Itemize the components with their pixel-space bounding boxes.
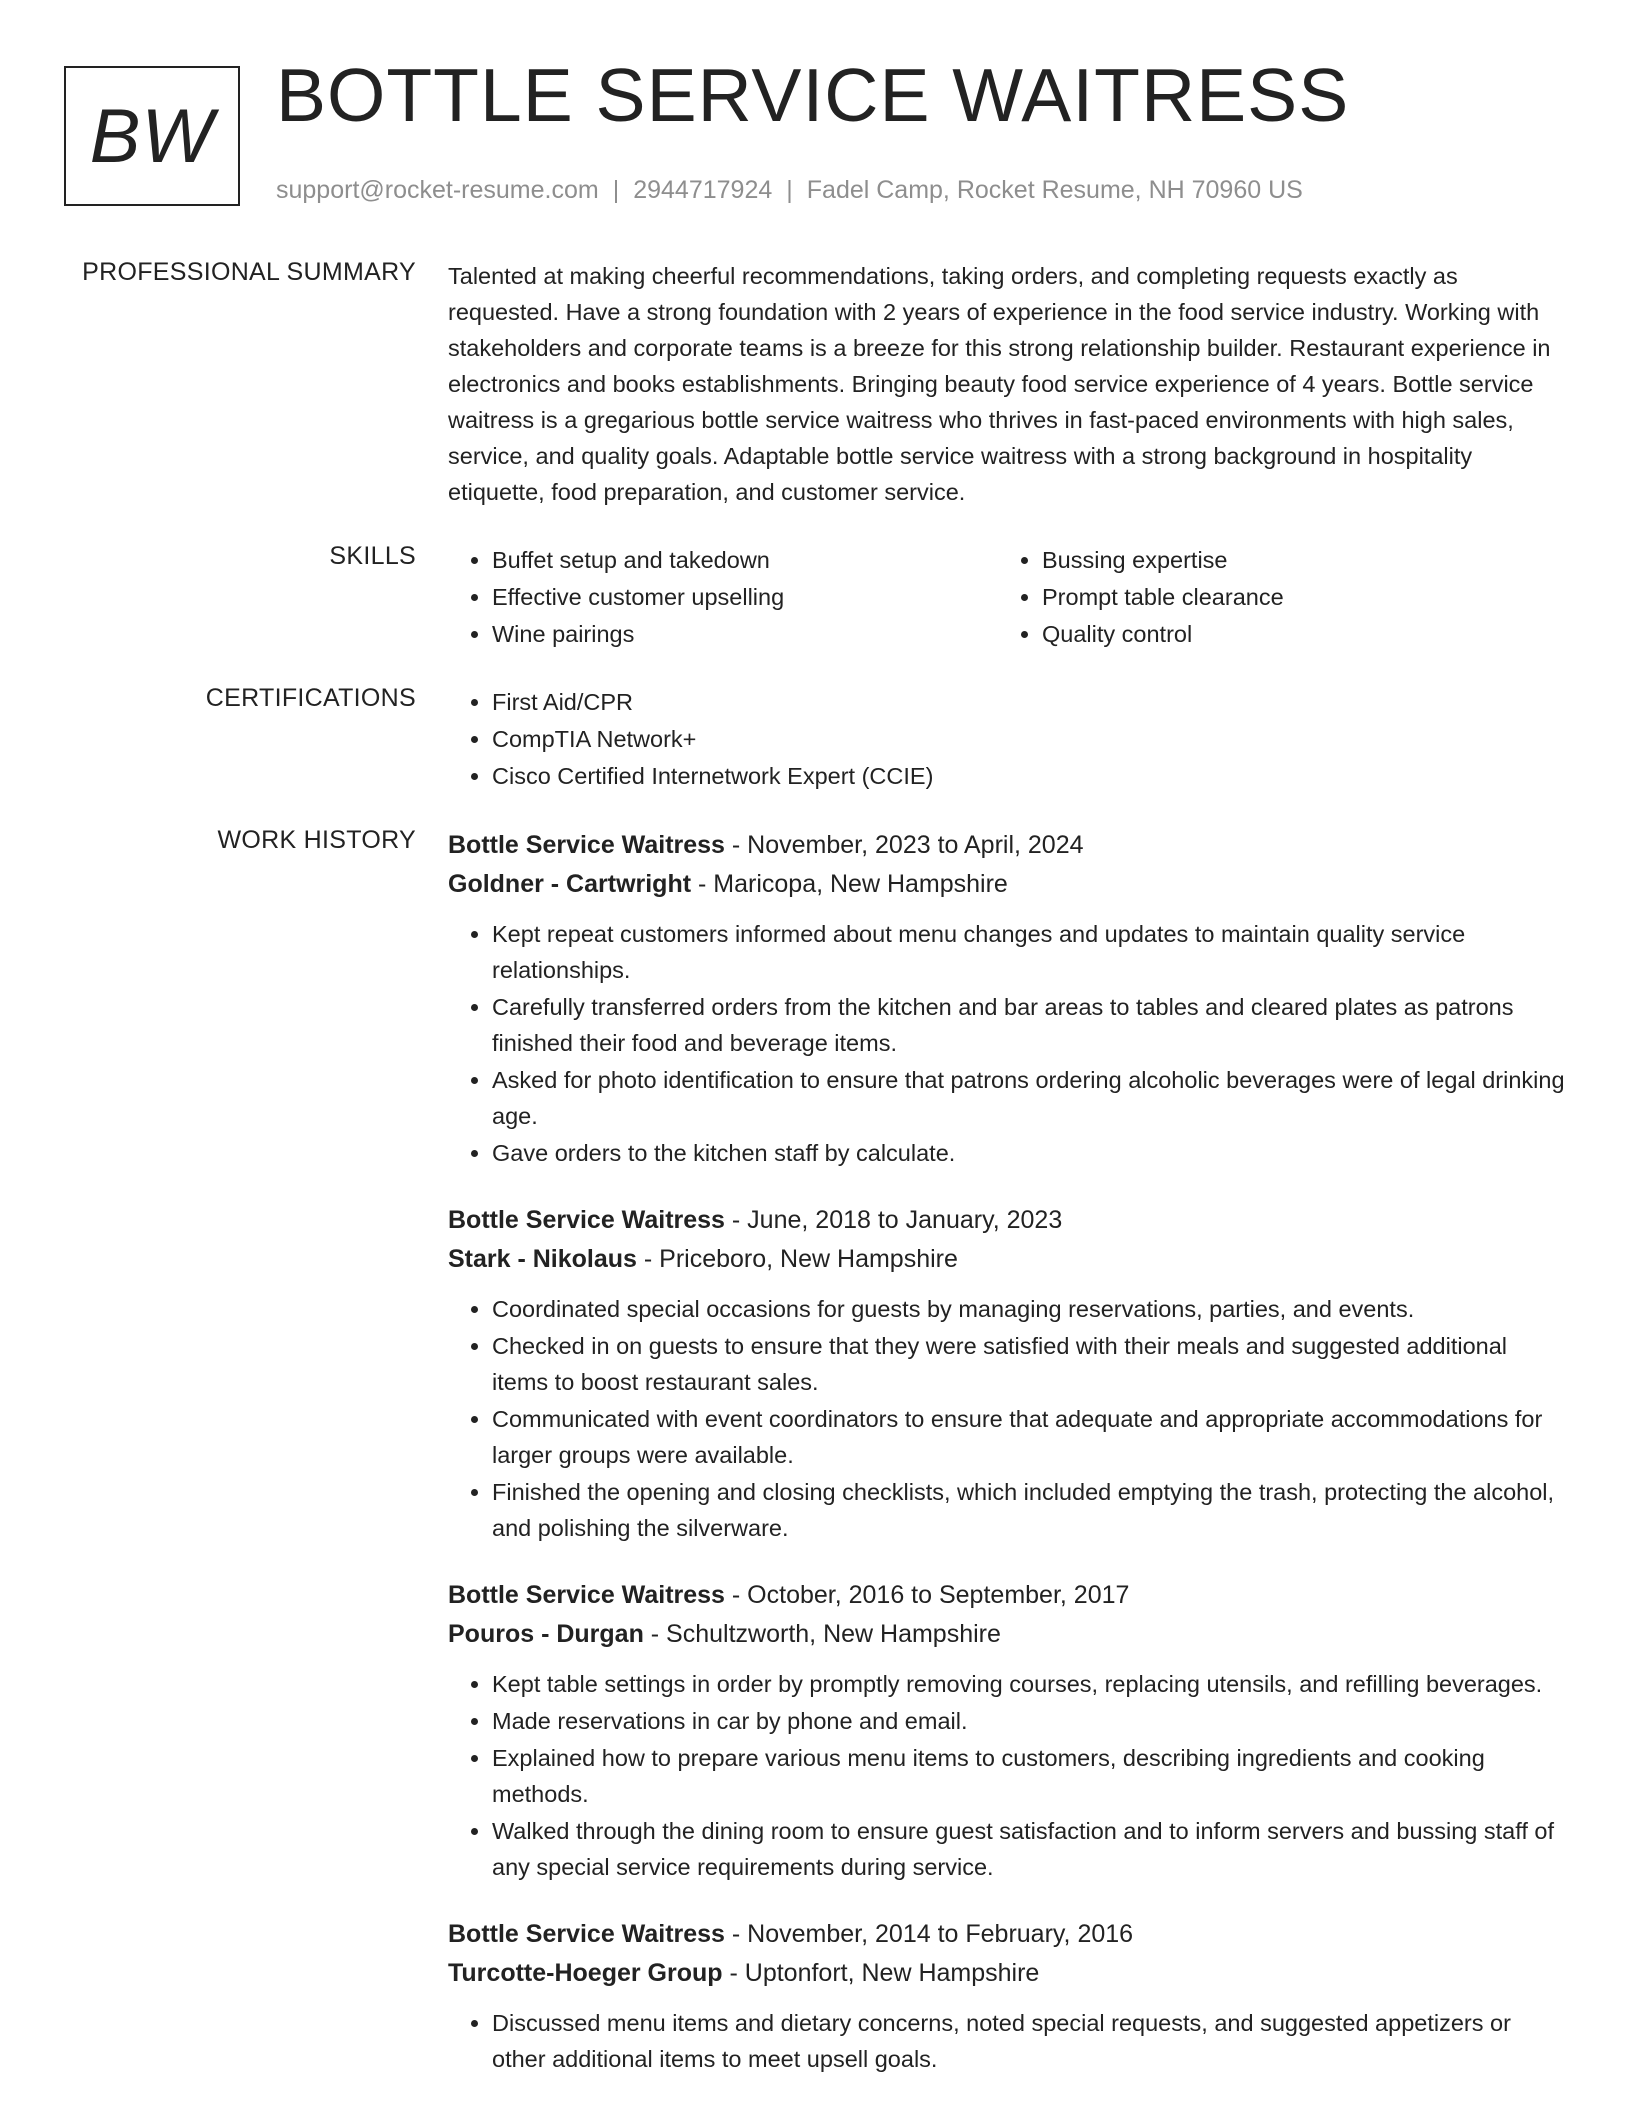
job-bullet: • Walked through the dining room to ensure guest satisfaction and to inform servers and bussing staff of any special service requirements during service.	[492, 1813, 1566, 1885]
job-bullet: • Discussed menu items and dietary concerns, noted special requests, and suggested appetizers or other additional items to meet upsell goals.	[492, 2005, 1566, 2077]
certification-item: • Cisco Certified Internetwork Expert (CCIE)	[492, 758, 1566, 794]
skills-list-right	[998, 542, 1548, 653]
job-company: Turcotte-Hoeger Group	[448, 1959, 723, 1987]
section-title-work-history: WORK HISTORY	[217, 826, 416, 854]
job-bullets	[448, 916, 1566, 1171]
section-title-certifications: CERTIFICATIONS	[205, 684, 416, 712]
job-title-line	[448, 1201, 1566, 1240]
job-entry	[448, 1201, 1566, 1546]
job-bullet: • Explained how to prepare various menu items to customers, describing ingredients and cooking methods.	[492, 1740, 1566, 1812]
skills-body	[448, 542, 1566, 653]
skills-list-left	[448, 542, 998, 653]
summary-text: Talented at making cheerful recommendations, taking orders, and completing requests exactly as requested. Have a strong foundation with 2 years of experience in the food service industry. Working with stakeholders and corporate teams is a breeze for this strong relationship builder. Restaurant experience in electronics and books establishments. Bringing beauty food service experience of 4 years. Bottle service waitress is a gregarious bottle service waitress who thrives in fast-paced environments with high sales, service, and quality goals. Adaptable bottle service waitress with a strong background in hospitality etiquette, food preparation, and customer service.	[448, 263, 1551, 505]
certifications-list	[448, 684, 1566, 794]
job-title-line	[448, 826, 1566, 865]
section-title-summary: PROFESSIONAL SUMMARY	[82, 258, 416, 286]
job-entry	[448, 1915, 1566, 2077]
job-role: Bottle Service Waitress	[448, 1581, 725, 1609]
work-history-body	[448, 826, 1566, 2107]
contact-phone[interactable]: 2944717924	[633, 176, 773, 204]
job-bullet: • Gave orders to the kitchen staff by calculate.	[492, 1135, 1566, 1171]
job-bullet: • Carefully transferred orders from the kitchen and bar areas to tables and cleared plates as patrons finished their food and beverage items.	[492, 989, 1566, 1061]
job-entry	[448, 1576, 1566, 1885]
job-entry	[448, 826, 1566, 1171]
job-dates: - November, 2023 to April, 2024	[724, 831, 1084, 859]
contact-address: Fadel Camp, Rocket Resume, NH 70960 US	[806, 176, 1303, 204]
certification-item: • CompTIA Network+	[492, 721, 1566, 757]
section-title-skills: SKILLS	[329, 542, 416, 570]
candidate-name: BOTTLE SERVICE WAITRESS	[276, 53, 1350, 137]
job-location: - Uptonfort, New Hampshire	[722, 1959, 1040, 1987]
certifications-body	[448, 684, 1566, 795]
job-bullet: • Made reservations in car by phone and email.	[492, 1703, 1566, 1739]
job-company: Pouros - Durgan	[448, 1620, 644, 1648]
job-role: Bottle Service Waitress	[448, 1206, 725, 1234]
job-bullet: • Checked in on guests to ensure that they were satisfied with their meals and suggested additional items to boost restaurant sales.	[492, 1328, 1566, 1400]
skill-item: • Wine pairings	[492, 616, 998, 652]
monogram-logo: BW	[64, 66, 240, 206]
contact-line	[276, 176, 1303, 205]
job-role: Bottle Service Waitress	[448, 1920, 725, 1948]
skill-item: • Buffet setup and takedown	[492, 542, 998, 578]
job-location: - Priceboro, New Hampshire	[636, 1245, 958, 1273]
job-dates: - October, 2016 to September, 2017	[724, 1581, 1130, 1609]
job-bullet: • Kept repeat customers informed about menu changes and updates to maintain quality service relationships.	[492, 916, 1566, 988]
job-location: - Maricopa, New Hampshire	[691, 870, 1008, 898]
job-dates: - November, 2014 to February, 2016	[724, 1920, 1134, 1948]
contact-separator: |	[786, 176, 793, 204]
job-bullets	[448, 1291, 1566, 1546]
job-company-line	[448, 1240, 1566, 1279]
job-bullet: • Communicated with event coordinators to ensure that adequate and appropriate accommodations for larger groups were available.	[492, 1401, 1566, 1473]
contact-email[interactable]: support@rocket-resume.com	[276, 176, 599, 204]
skill-item: • Effective customer upselling	[492, 579, 998, 615]
job-title-line	[448, 1915, 1566, 1954]
job-dates: - June, 2018 to January, 2023	[724, 1206, 1063, 1234]
job-company-line	[448, 1954, 1566, 1993]
job-bullets	[448, 1666, 1566, 1885]
job-company: Stark - Nikolaus	[448, 1245, 637, 1273]
summary-body	[448, 258, 1566, 510]
job-title-line	[448, 1576, 1566, 1615]
job-bullets	[448, 2005, 1566, 2077]
job-role: Bottle Service Waitress	[448, 831, 725, 859]
certification-item: • First Aid/CPR	[492, 684, 1566, 720]
job-bullet: • Coordinated special occasions for guests by managing reservations, parties, and events.	[492, 1291, 1566, 1327]
job-bullet: • Asked for photo identification to ensure that patrons ordering alcoholic beverages were of legal drinking age.	[492, 1062, 1566, 1134]
job-company-line	[448, 865, 1566, 904]
job-location: - Schultzworth, New Hampshire	[643, 1620, 1001, 1648]
job-company-line	[448, 1615, 1566, 1654]
skill-item: • Quality control	[1042, 616, 1548, 652]
job-bullet: • Kept table settings in order by promptly removing courses, replacing utensils, and refilling beverages.	[492, 1666, 1566, 1702]
job-bullet: • Finished the opening and closing checklists, which included emptying the trash, protecting the alcohol, and polishing the silverware.	[492, 1474, 1566, 1546]
skill-item: • Prompt table clearance	[1042, 579, 1548, 615]
skill-item: • Bussing expertise	[1042, 542, 1548, 578]
contact-separator: |	[612, 176, 620, 204]
job-company: Goldner - Cartwright	[448, 870, 692, 898]
